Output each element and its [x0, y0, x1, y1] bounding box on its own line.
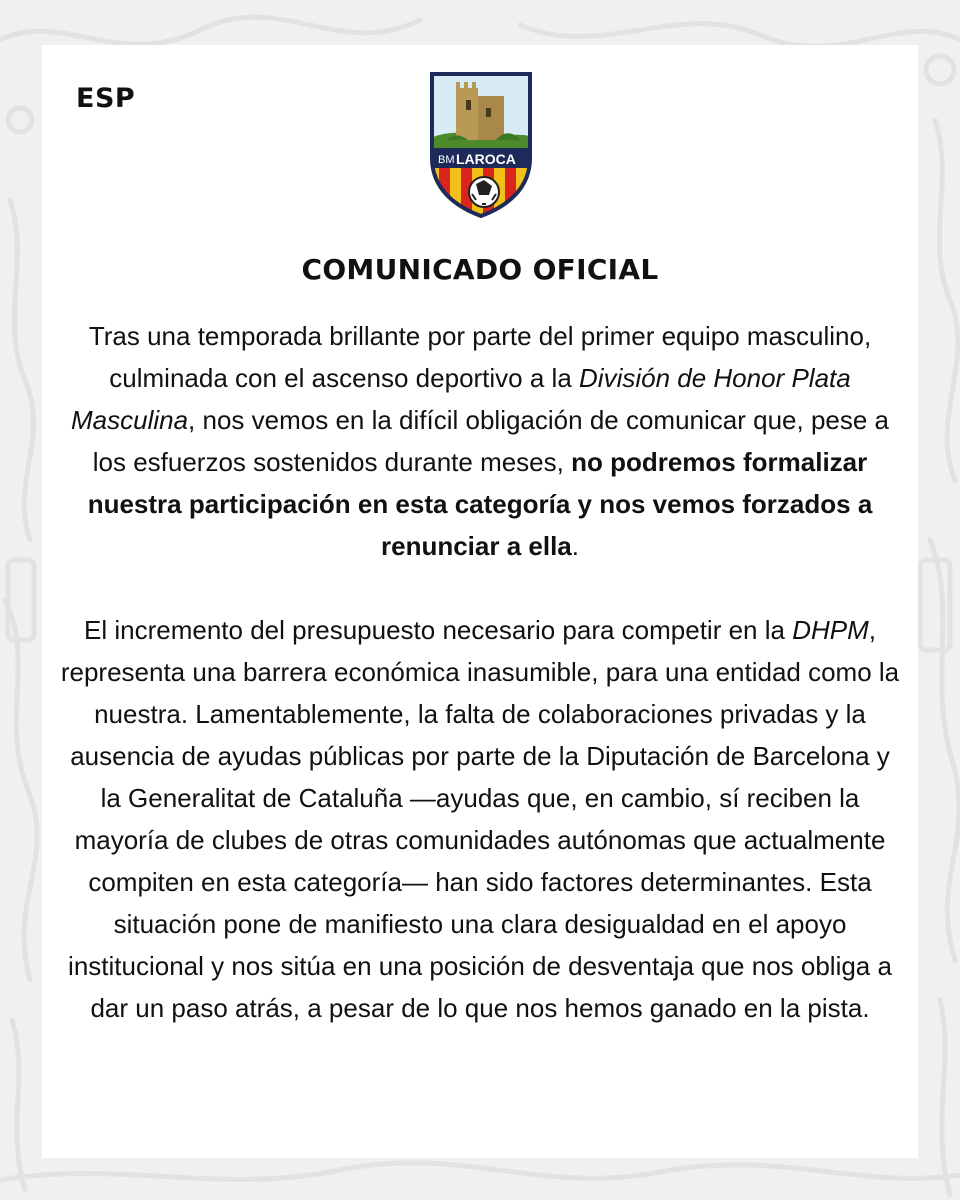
crest-name: LAROCA: [456, 151, 516, 167]
paragraph-1-text-2: , nos vemos en la difícil obligación de comunicar que, pese a los esfuerzos sostenidos durante meses,: [92, 405, 890, 477]
page-title: COMUNICADO OFICIAL: [301, 253, 659, 286]
paragraph-2-italic: DHPM: [792, 615, 869, 645]
crest-prefix: BM: [438, 154, 455, 166]
club-crest-logo: [426, 70, 536, 220]
paragraph-2: [60, 609, 900, 1029]
paragraph-1-text: Tras una temporada brillante por parte del primer equipo masculino, culminada con el ascenso deportivo a la: [88, 321, 872, 393]
announcement-card: [42, 45, 918, 1158]
paragraph-2-text-2: , representa una barrera económica inasumible, para una entidad como la nuestra. Lamentablemente, la falta de colaboraciones privadas y la ausencia de ayudas públicas por parte de la Diputación de Barcelona y la Generalitat de Cataluña —ayudas que, en cambio, sí reciben la mayoría de clubes de otras comunidades autónomas que actualmente compiten en esta categoría— han sido factores determinantes. Esta situación pone de manifiesto una clara desigualdad en el apoyo institucional y nos sitúa en una posición de desventaja que nos obliga a dar un paso atrás, a pesar de lo que nos hemos ganado en la pista.: [60, 615, 900, 1023]
paragraph-1-text-3: .: [571, 531, 579, 561]
announcement-body: [60, 315, 900, 1029]
paragraph-1-italic: División de Honor Plata Masculina: [70, 363, 851, 435]
paragraph-1-bold: no podremos formalizar nuestra participación en esta categoría y nos vemos forzados a renunciar a ella: [87, 447, 873, 561]
paragraph-2-text: El incremento del presupuesto necesario para competir en la: [84, 615, 793, 645]
language-label: ESP: [76, 83, 136, 114]
paragraph-1: [60, 315, 900, 567]
